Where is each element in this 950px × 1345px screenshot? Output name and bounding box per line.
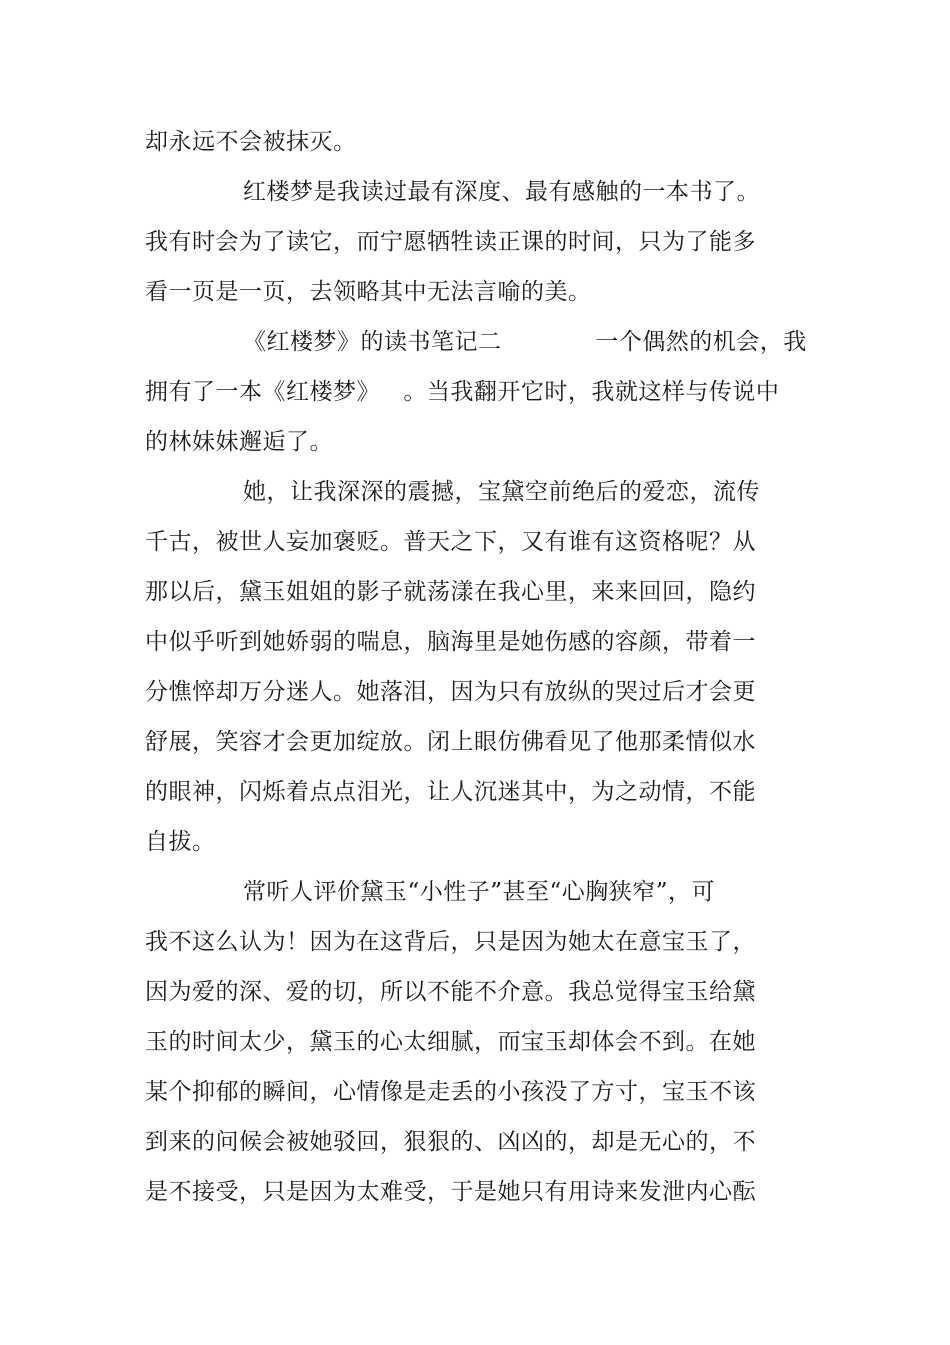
text-line: 是不接受，只是因为太难受，于是她只有用诗来发泄内心酝	[145, 1179, 756, 1205]
text-line: 却永远不会被抹灭。	[145, 129, 357, 155]
text-line: 舒展，笑容才会更加绽放。闭上眼仿佛看见了他那柔情似水	[145, 729, 756, 755]
text-line: 千古，被世人妄加褒贬。普天之下，又有谁有这资格呢？从	[145, 529, 756, 555]
text-line: 那以后，黛玉姐姐的影子就荡漾在我心里，来来回回，隐约	[145, 579, 756, 605]
text-line: 红楼梦是我读过最有深度、最有感触的一本书了。	[243, 179, 760, 205]
text-line: 因为爱的深、爱的切，所以不能不介意。我总觉得宝玉给黛	[145, 979, 756, 1005]
text-line: 分憔悴却万分迷人。她落泪，因为只有放纵的哭过后才会更	[145, 679, 756, 705]
text-line: 到来的问候会被她驳回，狠狠的、凶凶的，却是无心的，不	[145, 1129, 756, 1155]
text-line: 自拔。	[145, 829, 216, 855]
text-line: 的眼神，闪烁着点点泪光，让人沉迷其中，为之动情，不能	[145, 779, 756, 805]
text-line: 的林妹妹邂逅了。	[145, 429, 333, 455]
text-line: 玉的时间太少，黛玉的心太细腻，而宝玉却体会不到。在她	[145, 1029, 756, 1055]
text-line: 她，让我深深的震撼，宝黛空前绝后的爱恋，流传	[243, 479, 760, 505]
text-line: 拥有了一本《红楼梦》 。当我翻开它时，我就这样与传说中	[145, 379, 780, 405]
text-line: 某个抑郁的瞬间，心情像是走丢的小孩没了方寸，宝玉不该	[145, 1079, 756, 1105]
text-line: 我不这么认为！因为在这背后，只是因为她太在意宝玉了，	[145, 929, 756, 955]
text-line: 看一页是一页，去领略其中无法言喻的美。	[145, 279, 592, 305]
text-line: 中似乎听到她娇弱的喘息，脑海里是她伤感的容颜，带着一	[145, 629, 756, 655]
text-line: 常听人评价黛玉“小性子”甚至“心胸狭窄”，可	[243, 879, 716, 905]
text-line: 我有时会为了读它，而宁愿牺牲读正课的时间，只为了能多	[145, 229, 756, 255]
text-line: 《红楼梦》的读书笔记二 一个偶然的机会，我	[243, 329, 807, 355]
